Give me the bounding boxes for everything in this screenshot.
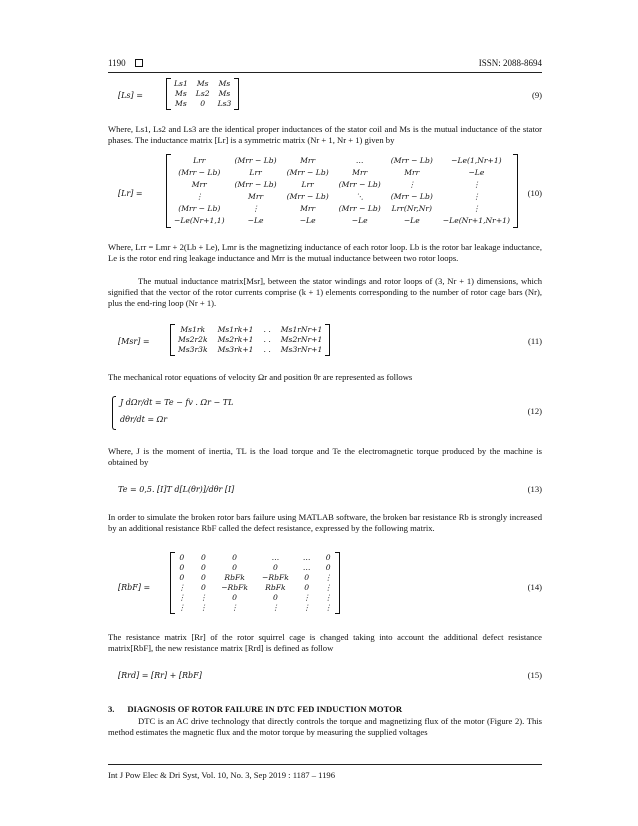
paragraph-7: The resistance matrix [Rr] of the rotor squirrel cage is changed taking into account the additional defect resistance matrix[RbF], the new resistance matrix [Rrd] is defined as follow [108,632,542,653]
eq14-cell-5-3: ⋮ [271,603,280,612]
eq14-cell-4-3: 0 [272,593,278,602]
eq14-cell-5-1: ⋮ [199,603,208,612]
eq11-cell-1-2: . . [263,335,271,344]
equation-13 [108,482,542,498]
eq14-cell-5-0: ⋮ [178,603,186,612]
eq15-number: (15) [527,670,542,680]
eq10-cell-1-2: (Mrr − Lb) [286,168,329,177]
eq14-cell-1-2: 0 [232,563,238,572]
eq12-line2: dθr/dt = Ωr [120,415,168,424]
eq15-text: [Rrd] = [Rr] + [RbF] [118,671,202,680]
eq10-cell-5-0: −Le(Nr+1,1) [174,216,225,225]
eq10-cell-5-3: −Le [351,216,368,225]
eq14-cell-0-4: … [302,553,311,562]
eq10-lhs: [Lr] = [118,189,143,198]
footer-rule [108,764,542,765]
eq10-cell-0-2: Mrr [300,156,316,165]
eq10-cell-2-2: Lrr [301,180,314,189]
eq10-cell-1-5: −Le [468,168,485,177]
eq14-cell-2-2: RbFk [224,573,245,582]
eq14-cell-2-3: −RbFk [262,573,289,582]
eq10-cell-1-0: (Mrr − Lb) [178,168,221,177]
eq10-cell-3-0: ⋮ [195,192,204,201]
eq14-cell-5-5: ⋮ [324,603,332,612]
eq12-line1: J dΩr/dt = Te − fv . Ωr − TL [120,398,234,407]
eq14-cell-3-1: 0 [200,583,206,592]
eq11-cell-0-2: . . [263,325,271,334]
equation-14 [108,552,542,622]
square-icon [135,59,143,67]
eq10-cell-1-3: Mrr [352,168,368,177]
eq11-cell-0-3: Ms1rNr+1 [280,325,323,334]
eq11-cell-1-0: Ms2r2k [178,335,208,344]
eq10-cell-2-4: ⋮ [407,180,416,189]
eq14-cell-2-4: 0 [304,573,310,582]
eq11-number: (11) [528,336,542,346]
eq14-cell-0-1: 0 [200,553,206,562]
eq11-cell-0-0: Ms1rk [180,325,206,334]
eq11-cell-2-3: Ms3rNr+1 [280,345,323,354]
eq10-cell-1-1: Lrr [249,168,262,177]
eq10-cell-5-5: −Le(Nr+1,Nr+1) [442,216,510,225]
issn: ISSN: 2088-8694 [478,58,542,68]
eq10-cell-3-3: ⋱ [355,192,364,201]
eq14-cell-2-0: 0 [179,573,185,582]
eq14-cell-3-4: 0 [304,583,310,592]
eq13-number: (13) [527,484,542,494]
eq14-cell-3-5: ⋮ [324,583,332,592]
eq10-cell-5-2: −Le [299,216,316,225]
eq14-cell-3-3: RbFk [265,583,286,592]
equation-12 [108,394,542,432]
eq14-cell-5-4: ⋮ [302,603,311,612]
eq12-number: (12) [527,406,542,416]
eq12-brace [112,396,116,430]
eq10-cell-0-5: −Le(1,Nr+1) [451,156,502,165]
eq14-cell-1-4: … [302,563,311,572]
eq14-cell-0-5: 0 [325,553,331,562]
eq11-lhs: [Msr] = [118,337,150,346]
page-footer: Int J Pow Elec & Dri Syst, Vol. 10, No. 3, Sep 2019 : 1187 – 1196 [108,770,336,780]
eq11-cell-0-1: Ms1rk+1 [217,325,254,334]
eq9-cell-1-0: Ms [175,89,187,98]
eq10-cell-3-2: (Mrr − Lb) [286,192,329,201]
equation-9 [108,78,542,112]
eq9-cell-2-2: Ls3 [217,99,232,108]
eq14-cell-3-2: −RbFk [221,583,248,592]
eq10-cell-4-5: ⋮ [472,204,481,213]
eq14-number: (14) [527,582,542,592]
eq10-cell-5-1: −Le [247,216,264,225]
eq14-cell-2-1: 0 [200,573,206,582]
eq14-cell-0-0: 0 [179,553,185,562]
paragraph-4: The mechanical rotor equations of velocity Ωr and position θr are represented as follows [108,372,413,382]
eq10-cell-4-3: (Mrr − Lb) [338,204,381,213]
eq10-cell-1-4: Mrr [404,168,420,177]
eq14-cell-4-2: 0 [232,593,238,602]
eq10-cell-4-2: Mrr [300,204,316,213]
eq9-lhs: [Ls] = [118,91,143,100]
eq11-cell-2-0: Ms3r3k [178,345,208,354]
eq14-cell-1-0: 0 [179,563,185,572]
eq11-matrix [170,324,330,356]
paragraph-2: Where, Lrr = Lmr + 2(Lb + Le), Lmr is the magnetizing inductance of each rotor loop. Lb is the rotor bar leakage inductance, Le is the rotor end ring leakage inductance and Mrr is the mutual inductance between two rotor loops. [108,242,542,263]
paragraph-6: In order to simulate the broken rotor bars failure using MATLAB software, the broken bar resistance Rb is strongly increased by an additional resistance RbF called the defect resistance, expressed by the following matrix. [108,512,542,533]
eq10-cell-4-1: ⋮ [251,204,260,213]
eq10-cell-4-4: Lrr(Nr,Nr) [391,204,432,213]
eq10-cell-3-4: (Mrr − Lb) [390,192,433,201]
eq14-cell-1-5: 0 [325,563,331,572]
eq14-cell-4-5: ⋮ [324,593,332,602]
eq10-cell-0-0: Lrr [193,156,206,165]
eq9-cell-0-0: Ls1 [174,79,188,88]
eq9-cell-1-1: Ls2 [195,89,210,98]
eq9-cell-2-0: Ms [175,99,187,108]
eq11-cell-1-1: Ms2rk+1 [217,335,254,344]
section-3-heading: 3. DIAGNOSIS OF ROTOR FAILURE IN DTC FED INDUCTION MOTOR [108,704,403,714]
paragraph-1: Where, Ls1, Ls2 and Ls3 are the identical proper inductances of the stator coil and Ms is the mutual inductance of the stator phases. The inductance matrix [Lr] is a symmetric matrix (Nr + 1, Nr + 1) given by [108,124,542,145]
eq10-cell-0-3: … [355,156,364,165]
eq14-cell-0-3: … [271,553,280,562]
eq11-cell-2-2: . . [263,345,271,354]
eq9-cell-1-2: Ms [218,89,231,98]
eq11-cell-1-3: Ms2rNr+1 [280,335,323,344]
eq14-cell-1-3: 0 [272,563,278,572]
eq10-number: (10) [527,188,542,198]
eq14-cell-5-2: ⋮ [230,603,239,612]
eq14-lhs: [RbF] = [118,583,151,592]
eq14-cell-4-1: ⋮ [199,593,208,602]
eq10-cell-5-4: −Le [403,216,420,225]
eq10-cell-0-1: (Mrr − Lb) [234,156,277,165]
eq10-cell-2-1: (Mrr − Lb) [234,180,277,189]
eq10-matrix [166,154,518,228]
eq9-number: (9) [531,90,542,100]
eq14-cell-4-0: ⋮ [178,593,186,602]
eq10-cell-3-5: ⋮ [472,192,481,201]
page-number: 1190 [108,58,126,68]
eq9-cell-0-1: Ms [196,79,209,88]
eq14-matrix [170,552,340,614]
section-3-text: DTC is an AC drive technology that directly controls the torque and magnetizing flux of the motor (Figure 2). This method estimates the magnetic flux and the motor torque by measuring the supplied voltages [108,716,542,737]
eq10-cell-3-1: Mrr [248,192,264,201]
equation-11 [108,324,542,360]
paragraph-5: Where, J is the moment of inertia, TL is the load torque and Te the electromagnetic torque produced by the machine is obtained by [108,446,542,467]
eq9-cell-0-2: Ms [218,79,231,88]
eq10-cell-2-3: (Mrr − Lb) [338,180,381,189]
eq9-matrix [166,78,239,110]
eq13-text: Te = 0,5. [I]T d[L(θr)]/dθr [I] [118,485,235,494]
paragraph-3: The mutual inductance matrix[Msr], between the stator windings and rotor loops of (3, Nr + 1) dimensions, which signified that the vector of the rotor currents comprise (k + 1) elements corresponding to the number of rotor cage bars (Nr), plus the end-ring loop (Nr + 1). [108,276,542,308]
eq10-cell-4-0: (Mrr − Lb) [178,204,221,213]
eq14-cell-3-0: ⋮ [178,583,186,592]
header-rule [108,72,542,73]
eq14-cell-1-1: 0 [200,563,206,572]
eq11-cell-2-1: Ms3rk+1 [217,345,254,354]
eq10-cell-2-5: ⋮ [472,180,481,189]
eq14-cell-2-5: ⋮ [324,573,332,582]
equation-10 [108,154,542,232]
eq14-cell-0-2: 0 [232,553,238,562]
eq14-cell-4-4: ⋮ [302,593,311,602]
eq10-cell-0-4: (Mrr − Lb) [390,156,433,165]
eq10-cell-2-0: Mrr [191,180,207,189]
equation-15 [108,668,542,684]
eq9-cell-2-1: 0 [200,99,206,108]
